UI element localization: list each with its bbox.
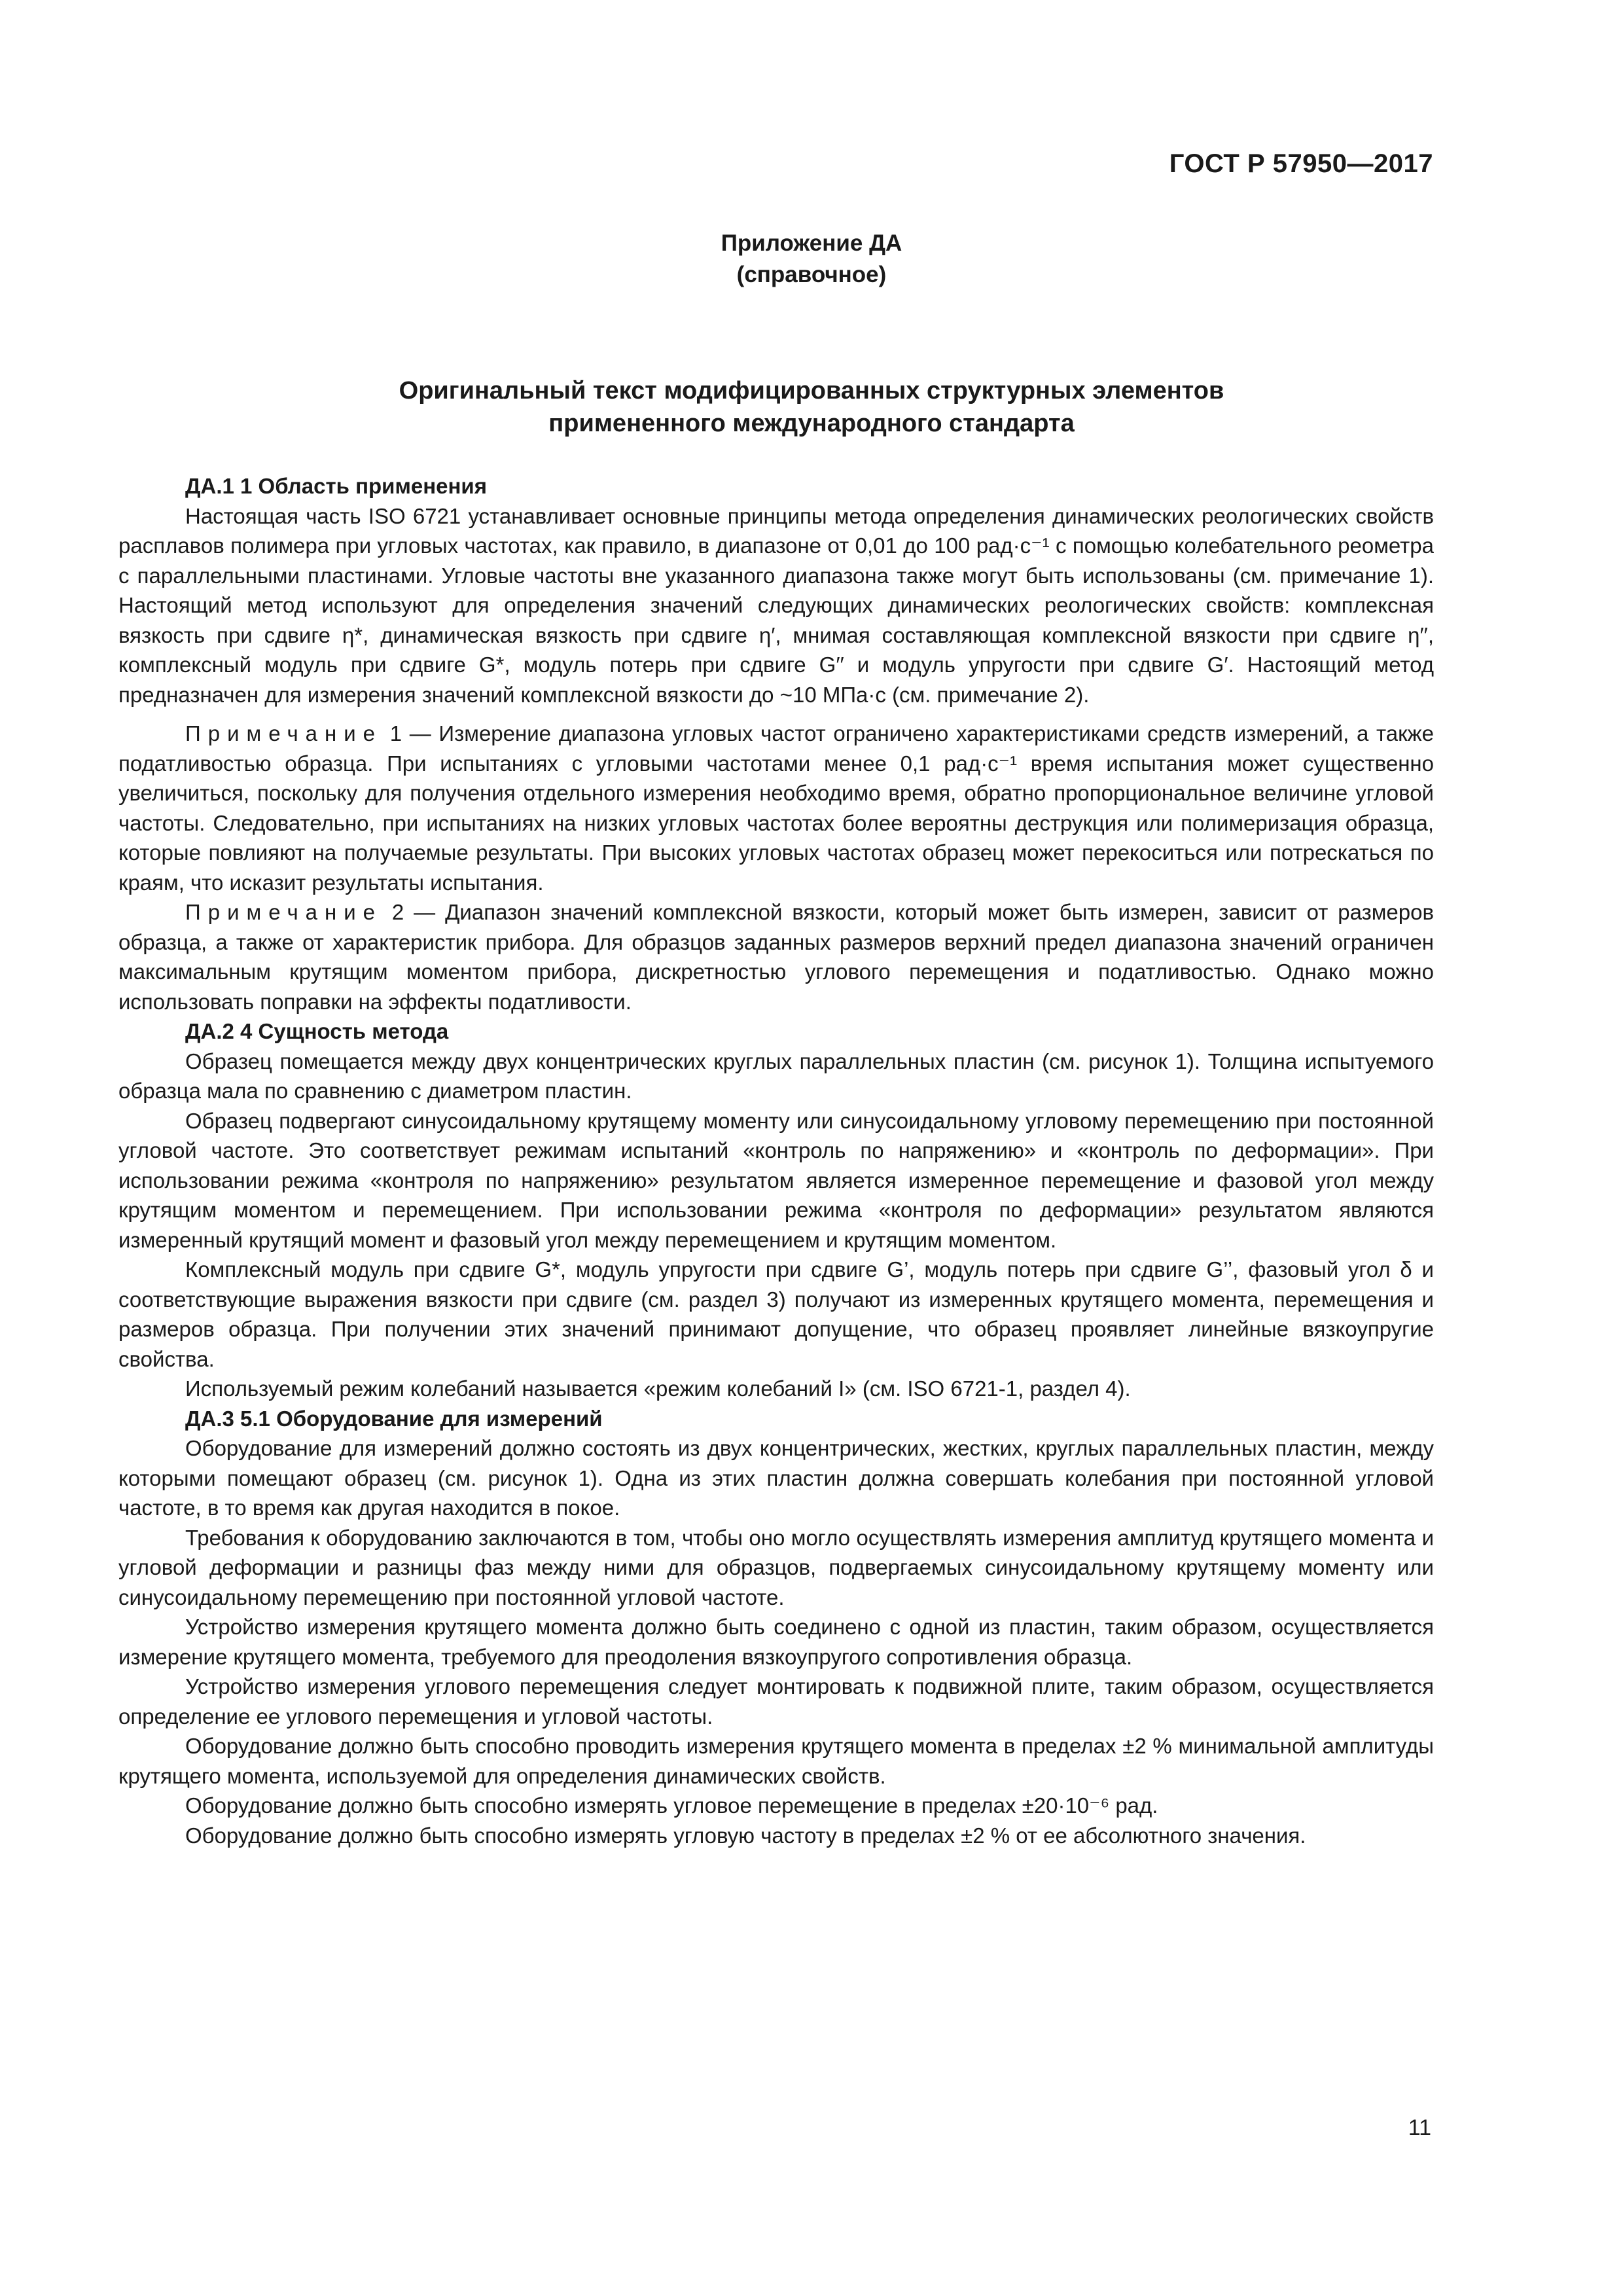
paragraph: Оборудование должно быть способно проводить измерения крутящего момента в пределах ±2 % минимальной амплитуды крутящего момента, используемой для определения динамических свойств.: [118, 1734, 1434, 1788]
paragraph: Используемый режим колебаний называется «режим колебаний I» (см. ISO 6721-1, раздел 4).: [185, 1376, 1131, 1401]
standard-code: ГОСТ Р 57950—2017: [1169, 149, 1433, 178]
paragraph: Устройство измерения крутящего момента должно быть соединено с одной из пластин, таким образом, осуществляется измерение крутящего момента, требуемого для преодоления вязкоупругого сопротивления образца.: [118, 1615, 1434, 1669]
paragraph: Образец помещается между двух концентрических круглых параллельных пластин (см. рисунок 1). Толщина испытуемого образца мала по сравнению с диаметром пластин.: [118, 1049, 1434, 1103]
section-heading-scope: ДА.1 1 Область применения: [185, 474, 487, 498]
section-heading-apparatus: ДА.3 5.1 Оборудование для измерений: [185, 1406, 603, 1431]
paragraph: Комплексный модуль при сдвиге G*, модуль упругости при сдвиге G’, модуль потерь при сдвиге G’’, фазовый угол δ и соответствующие выражения вязкости при сдвиге (см. раздел 3) получают из измеренных крутящего момента, перемещения и размеров образца. При получении этих значений принимают допущение, что образец проявляет линейные вязкоупругие свойства.: [118, 1257, 1434, 1371]
title-line-1: Оригинальный текст модифицированных структурных элементов: [399, 377, 1224, 404]
appendix-type: (справочное): [736, 262, 887, 287]
paragraph: Образец подвергают синусоидальному крутящему моменту или синусоидальному угловому перемещению при постоянной угловой частоте. Это соответствует режимам испытаний «контроль по напряжению» и «контроль по деформации». При использовании режима «контроля по напряжению» результатом является измеренное перемещение и фазовой угол между крутящим моментом и перемещением. При использовании режима «контроля по деформации» результатом являются измеренный крутящий момент и фазовый угол между перемещением и крутящим моментом.: [118, 1108, 1434, 1252]
note-text: 2 — Диапазон значений комплексной вязкости, который может быть измерен, зависит от размеров образца, а также от характеристик прибора. Для образцов заданных размеров верхний предел диапазона значений ограничен максимальным крутящим моментом прибора, дискретностью углового перемещения и податливостью. Однако можно использовать поправки на эффекты податливости.: [118, 900, 1434, 1014]
appendix-label: Приложение ДА: [721, 230, 902, 256]
document-title: [0, 374, 1623, 440]
page-number: 11: [1408, 2115, 1431, 2140]
title-line-2: примененного международного стандарта: [548, 410, 1075, 437]
section-heading-principle: ДА.2 4 Сущность метода: [185, 1019, 449, 1043]
note-2: [118, 897, 1434, 1016]
paragraph: Оборудование должно быть способно измерять угловую частоту в пределах ±2 % от ее абсолютного значения.: [185, 1823, 1306, 1848]
note-text: 1 — Измерение диапазона угловых частот ограничено характеристиками средств измерений, а также податливостью образца. При испытаниях с угловыми частотами менее 0,1 рад·с⁻¹ время испытания может существенно увеличиться, поскольку для получения отдельного измерения необходимо время, обратно пропорциональное величине угловой частоты. Следовательно, при испытаниях на низких угловых частотах более вероятны деструкция или полимеризация образца, которые повлияют на получаемые результаты. При высоких угловых частотах образец может перекоситься или потрескаться по краям, что исказит результаты испытания.: [118, 721, 1434, 895]
paragraph: Оборудование должно быть способно измерять угловое перемещение в пределах ±20·10⁻⁶ рад.: [185, 1793, 1158, 1818]
note-label: Примечание: [185, 721, 383, 745]
note-label: Примечание: [185, 900, 383, 924]
paragraph: Устройство измерения углового перемещения следует монтировать к подвижной плите, таким образом, осуществляется определение ее углового перемещения и угловой частоты.: [118, 1674, 1434, 1729]
document-body: [118, 471, 1434, 1850]
paragraph: Оборудование для измерений должно состоять из двух концентрических, жестких, круглых параллельных пластин, между которыми помещают образец (см. рисунок 1). Одна из этих пластин должна совершать колебания при постоянной угловой частоте, в то время как другая находится в покое.: [118, 1436, 1434, 1520]
note-1: [118, 719, 1434, 897]
paragraph: Настоящая часть ISO 6721 устанавливает основные принципы метода определения динамических реологических свойств расплавов полимера при угловых частотах, как правило, в диапазоне от 0,01 до 100 рад·с⁻¹ с помощью колебательного реометра с параллельными пластинами. Угловые частоты вне указанного диапазона также могут быть использованы (см. примечание 1). Настоящий метод используют для определения значений следующих динамических реологических свойств: комплексная вязкость при сдвиге η*, динамическая вязкость при сдвиге η′, мнимая составляющая комплексной вязкости при сдвиге η′′, комплексный модуль при сдвиге G*, модуль потерь при сдвиге G′′ и модуль упругости при сдвиге G′. Настоящий метод предназначен для измерения значений комплексной вязкости до ~10 МПа·с (см. примечание 2).: [118, 503, 1434, 707]
appendix-heading: [0, 228, 1623, 291]
paragraph: Требования к оборудованию заключаются в том, чтобы оно могло осуществлять измерения амплитуд крутящего момента и угловой деформации и разницы фаз между ними для образцов, подвергаемых синусоидальному крутящему моменту или синусоидальному перемещению при постоянной угловой частоте.: [118, 1525, 1434, 1609]
